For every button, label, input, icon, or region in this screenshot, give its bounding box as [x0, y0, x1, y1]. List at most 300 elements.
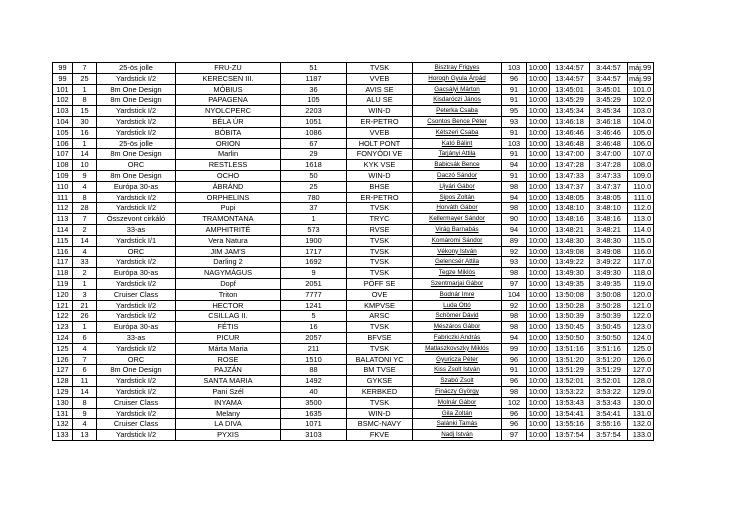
start-time-cell: 10:00 — [527, 289, 550, 300]
skipper-cell: Komáromi Sándor — [413, 235, 502, 246]
table-row — [53, 63, 654, 74]
rank-cell: 114.0 — [628, 224, 654, 235]
table-row — [53, 181, 654, 192]
start-number-cell: 2 — [73, 268, 97, 279]
boat-name-cell: FÉTIS — [176, 322, 281, 333]
boat-name-cell: NYOLCPERC — [176, 106, 281, 117]
skipper-cell: Nadj István — [413, 430, 502, 441]
table-row — [53, 419, 654, 430]
yardstick-cell: 98 — [502, 322, 527, 333]
class-cell: Yardstick I/2 — [97, 203, 176, 214]
start-time-cell: 10:00 — [527, 116, 550, 127]
sail-number-cell: 3500 — [281, 397, 347, 408]
club-cell: TVSK — [347, 268, 413, 279]
sail-number-cell: 25 — [281, 181, 347, 192]
finish-time-cell: 13:48:30 — [550, 235, 590, 246]
boat-name-cell: INYAMA — [176, 397, 281, 408]
skipper-cell: Babicsák Bence — [413, 160, 502, 171]
skipper-cell: Kiss Zsolt István — [413, 365, 502, 376]
table-row — [53, 127, 654, 138]
sail-number-cell: 1692 — [281, 257, 347, 268]
elapsed-time-cell: 3:50:39 — [590, 311, 628, 322]
skipper-cell: Gyuricza Péter — [413, 354, 502, 365]
elapsed-time-cell: 3:45:34 — [590, 106, 628, 117]
finish-time-cell: 13:44:57 — [550, 73, 590, 84]
class-cell: ORC — [97, 246, 176, 257]
yardstick-cell: 91 — [502, 170, 527, 181]
rank-cell: 122.0 — [628, 311, 654, 322]
yardstick-cell: 102 — [502, 397, 527, 408]
skipper-cell: Ujvári Gábor — [413, 181, 502, 192]
start-time-cell: 10:00 — [527, 160, 550, 171]
sail-number-cell: 211 — [281, 343, 347, 354]
table-row — [53, 430, 654, 441]
yardstick-cell: 91 — [502, 95, 527, 106]
club-cell: WIN-D — [347, 170, 413, 181]
start-time-cell: 10:00 — [527, 257, 550, 268]
start-number-cell: 1 — [73, 278, 97, 289]
skipper-cell: Bisztray Frigyes — [413, 63, 502, 74]
rank-cell: 103.0 — [628, 106, 654, 117]
start-number-cell: 26 — [73, 311, 97, 322]
start-time-cell: 10:00 — [527, 419, 550, 430]
elapsed-time-cell: 3:50:50 — [590, 332, 628, 343]
place-cell: 117 — [53, 257, 73, 268]
table-row — [53, 397, 654, 408]
elapsed-time-cell: 3:48:30 — [590, 235, 628, 246]
sail-number-cell: 37 — [281, 203, 347, 214]
class-cell: Cruiser Class — [97, 289, 176, 300]
rank-cell: 117.0 — [628, 257, 654, 268]
table-row — [53, 343, 654, 354]
skipper-cell: Gacsályi Márton — [413, 84, 502, 95]
rank-cell: 128.0 — [628, 376, 654, 387]
place-cell: 119 — [53, 278, 73, 289]
start-time-cell: 10:00 — [527, 192, 550, 203]
table-row — [53, 160, 654, 171]
start-number-cell: 8 — [73, 397, 97, 408]
skipper-cell: Luda Ottó — [413, 300, 502, 311]
class-cell: Yardstick I/2 — [97, 73, 176, 84]
boat-name-cell: RESTLESS — [176, 160, 281, 171]
start-number-cell: 30 — [73, 116, 97, 127]
elapsed-time-cell: 3:49:35 — [590, 278, 628, 289]
boat-name-cell: Triton — [176, 289, 281, 300]
rank-cell: máj.99 — [628, 73, 654, 84]
elapsed-time-cell: 3:53:22 — [590, 386, 628, 397]
class-cell: Yardstick I/2 — [97, 343, 176, 354]
elapsed-time-cell: 3:47:33 — [590, 170, 628, 181]
rank-cell: 109.0 — [628, 170, 654, 181]
rank-cell: 116.0 — [628, 246, 654, 257]
class-cell: 8m One Design — [97, 149, 176, 160]
sail-number-cell: 9 — [281, 268, 347, 279]
sail-number-cell: 67 — [281, 138, 347, 149]
finish-time-cell: 13:55:16 — [550, 419, 590, 430]
start-number-cell: 13 — [73, 430, 97, 441]
start-time-cell: 10:00 — [527, 408, 550, 419]
table-row — [53, 354, 654, 365]
elapsed-time-cell: 3:46:18 — [590, 116, 628, 127]
elapsed-time-cell: 3:50:45 — [590, 322, 628, 333]
sail-number-cell: 51 — [281, 63, 347, 74]
start-time-cell: 10:00 — [527, 376, 550, 387]
rank-cell: 118.0 — [628, 268, 654, 279]
rank-cell: 125.0 — [628, 343, 654, 354]
yardstick-cell: 93 — [502, 257, 527, 268]
table-row — [53, 73, 654, 84]
sail-number-cell: 1618 — [281, 160, 347, 171]
elapsed-time-cell: 3:48:16 — [590, 214, 628, 225]
finish-time-cell: 13:47:28 — [550, 160, 590, 171]
skipper-cell: Molnár Gábor — [413, 397, 502, 408]
yardstick-cell: 89 — [502, 235, 527, 246]
start-time-cell: 10:00 — [527, 300, 550, 311]
sail-number-cell: 2203 — [281, 106, 347, 117]
finish-time-cell: 13:47:00 — [550, 149, 590, 160]
class-cell: Yardstick I/2 — [97, 192, 176, 203]
place-cell: 105 — [53, 127, 73, 138]
table-row — [53, 203, 654, 214]
elapsed-time-cell: 3:49:22 — [590, 257, 628, 268]
club-cell: KYK VSE — [347, 160, 413, 171]
start-number-cell: 11 — [73, 376, 97, 387]
rank-cell: 130.0 — [628, 397, 654, 408]
place-cell: 121 — [53, 300, 73, 311]
rank-cell: 107.0 — [628, 149, 654, 160]
boat-name-cell: Dopf — [176, 278, 281, 289]
class-cell: 25-ös jolle — [97, 63, 176, 74]
rank-cell: 119.0 — [628, 278, 654, 289]
start-time-cell: 10:00 — [527, 311, 550, 322]
yardstick-cell: 98 — [502, 181, 527, 192]
skipper-cell: Mészáros Gábor — [413, 322, 502, 333]
skipper-cell: Peterka Csaba — [413, 106, 502, 117]
skipper-cell: Salánki Tamás — [413, 419, 502, 430]
start-time-cell: 10:00 — [527, 106, 550, 117]
club-cell: GYKSE — [347, 376, 413, 387]
sail-number-cell: 40 — [281, 386, 347, 397]
finish-time-cell: 13:50:50 — [550, 332, 590, 343]
class-cell: Yardstick I/2 — [97, 300, 176, 311]
start-time-cell: 10:00 — [527, 63, 550, 74]
skipper-cell: Vékony István — [413, 246, 502, 257]
start-time-cell: 10:00 — [527, 235, 550, 246]
club-cell: WIN-D — [347, 106, 413, 117]
start-number-cell: 1 — [73, 322, 97, 333]
place-cell: 125 — [53, 343, 73, 354]
yardstick-cell: 96 — [502, 73, 527, 84]
elapsed-time-cell: 3:48:21 — [590, 224, 628, 235]
start-number-cell: 15 — [73, 106, 97, 117]
place-cell: 102 — [53, 95, 73, 106]
start-time-cell: 10:00 — [527, 95, 550, 106]
elapsed-time-cell: 3:53:43 — [590, 397, 628, 408]
class-cell: ORC — [97, 160, 176, 171]
skipper-cell: Matlaszkovszky Miklós — [413, 343, 502, 354]
sail-number-cell: 1717 — [281, 246, 347, 257]
start-time-cell: 10:00 — [527, 278, 550, 289]
skipper-cell: Horogh Gyula Árpád — [413, 73, 502, 84]
start-number-cell: 4 — [73, 246, 97, 257]
rank-cell: 121.0 — [628, 300, 654, 311]
class-cell: 33-as — [97, 224, 176, 235]
yardstick-cell: 91 — [502, 127, 527, 138]
start-time-cell: 10:00 — [527, 214, 550, 225]
place-cell: 99 — [53, 63, 73, 74]
class-cell: Yardstick I/2 — [97, 386, 176, 397]
skipper-cell: Csontos Bence Péter — [413, 116, 502, 127]
club-cell: ARSC — [347, 311, 413, 322]
elapsed-time-cell: 3:47:00 — [590, 149, 628, 160]
elapsed-time-cell: 3:47:28 — [590, 160, 628, 171]
club-cell: TVSK — [347, 246, 413, 257]
club-cell: KMPVSE — [347, 300, 413, 311]
boat-name-cell: CSILLAG II. — [176, 311, 281, 322]
sail-number-cell: 5 — [281, 311, 347, 322]
class-cell: Cruiser Class — [97, 419, 176, 430]
club-cell: OVE — [347, 289, 413, 300]
start-number-cell: 25 — [73, 73, 97, 84]
sail-number-cell: 50 — [281, 170, 347, 181]
class-cell: Európa 30-as — [97, 268, 176, 279]
table-row — [53, 332, 654, 343]
rank-cell: 104.0 — [628, 116, 654, 127]
finish-time-cell: 13:47:33 — [550, 170, 590, 181]
finish-time-cell: 13:48:16 — [550, 214, 590, 225]
start-time-cell: 10:00 — [527, 170, 550, 181]
yardstick-cell: 94 — [502, 160, 527, 171]
start-time-cell: 10:00 — [527, 397, 550, 408]
start-number-cell: 10 — [73, 160, 97, 171]
start-time-cell: 10:00 — [527, 84, 550, 95]
club-cell: WIN-D — [347, 408, 413, 419]
yardstick-cell: 98 — [502, 268, 527, 279]
place-cell: 113 — [53, 214, 73, 225]
skipper-cell: Daczó Sándor — [413, 170, 502, 181]
finish-time-cell: 13:46:18 — [550, 116, 590, 127]
rank-cell: 101.0 — [628, 84, 654, 95]
rank-cell: 108.0 — [628, 160, 654, 171]
yardstick-cell: 97 — [502, 430, 527, 441]
elapsed-time-cell: 3:44:57 — [590, 73, 628, 84]
table-row — [53, 235, 654, 246]
skipper-cell: Schömer Dávid — [413, 311, 502, 322]
boat-name-cell: OCHO — [176, 170, 281, 181]
finish-time-cell: 13:46:46 — [550, 127, 590, 138]
sail-number-cell: 1 — [281, 214, 347, 225]
place-cell: 129 — [53, 386, 73, 397]
elapsed-time-cell: 3:46:48 — [590, 138, 628, 149]
boat-name-cell: ORION — [176, 138, 281, 149]
place-cell: 123 — [53, 322, 73, 333]
table-row — [53, 95, 654, 106]
start-time-cell: 10:00 — [527, 343, 550, 354]
finish-time-cell: 13:45:29 — [550, 95, 590, 106]
class-cell: 8m One Design — [97, 95, 176, 106]
class-cell: Cruiser Class — [97, 397, 176, 408]
yardstick-cell: 97 — [502, 278, 527, 289]
yardstick-cell: 91 — [502, 149, 527, 160]
yardstick-cell: 103 — [502, 63, 527, 74]
finish-time-cell: 13:51:29 — [550, 365, 590, 376]
elapsed-time-cell: 3:55:16 — [590, 419, 628, 430]
class-cell: ORC — [97, 354, 176, 365]
boat-name-cell: ROSE — [176, 354, 281, 365]
place-cell: 115 — [53, 235, 73, 246]
club-cell: BALATONI YC — [347, 354, 413, 365]
sail-number-cell: 105 — [281, 95, 347, 106]
start-number-cell: 6 — [73, 365, 97, 376]
start-time-cell: 10:00 — [527, 73, 550, 84]
start-time-cell: 10:00 — [527, 246, 550, 257]
elapsed-time-cell: 3:51:29 — [590, 365, 628, 376]
results-body — [53, 63, 654, 441]
start-time-cell: 10:00 — [527, 149, 550, 160]
start-number-cell: 8 — [73, 95, 97, 106]
finish-time-cell: 13:50:45 — [550, 322, 590, 333]
place-cell: 128 — [53, 376, 73, 387]
start-time-cell: 10:00 — [527, 127, 550, 138]
skipper-cell: Virág Barnabás — [413, 224, 502, 235]
sail-number-cell: 1635 — [281, 408, 347, 419]
class-cell: Összevont cirkáló — [97, 214, 176, 225]
start-number-cell: 4 — [73, 181, 97, 192]
table-row — [53, 214, 654, 225]
skipper-cell: Horváth Gábor — [413, 203, 502, 214]
start-number-cell: 4 — [73, 343, 97, 354]
yardstick-cell: 92 — [502, 300, 527, 311]
start-time-cell: 10:00 — [527, 386, 550, 397]
yardstick-cell: 98 — [502, 203, 527, 214]
start-number-cell: 9 — [73, 170, 97, 181]
place-cell: 103 — [53, 106, 73, 117]
boat-name-cell: PAJZÁN — [176, 365, 281, 376]
finish-time-cell: 13:49:35 — [550, 278, 590, 289]
sail-number-cell: 1071 — [281, 419, 347, 430]
place-cell: 110 — [53, 181, 73, 192]
sail-number-cell: 29 — [281, 149, 347, 160]
yardstick-cell: 93 — [502, 116, 527, 127]
start-number-cell: 14 — [73, 386, 97, 397]
table-row — [53, 84, 654, 95]
finish-time-cell: 13:49:30 — [550, 268, 590, 279]
skipper-cell: Bodnár Imre — [413, 289, 502, 300]
start-number-cell: 1 — [73, 138, 97, 149]
class-cell: Yardstick I/2 — [97, 257, 176, 268]
boat-name-cell: Darling 2 — [176, 257, 281, 268]
yardstick-cell: 94 — [502, 224, 527, 235]
yardstick-cell: 104 — [502, 289, 527, 300]
finish-time-cell: 13:44:57 — [550, 63, 590, 74]
start-number-cell: 28 — [73, 203, 97, 214]
table-row — [53, 386, 654, 397]
finish-time-cell: 13:50:08 — [550, 289, 590, 300]
sail-number-cell: 1241 — [281, 300, 347, 311]
start-number-cell: 7 — [73, 214, 97, 225]
finish-time-cell: 13:48:21 — [550, 224, 590, 235]
place-cell: 126 — [53, 354, 73, 365]
boat-name-cell: JIM JAM'S — [176, 246, 281, 257]
boat-name-cell: NAGYMÁGUS — [176, 268, 281, 279]
place-cell: 111 — [53, 192, 73, 203]
rank-cell: 113.0 — [628, 214, 654, 225]
boat-name-cell: BÓBITA — [176, 127, 281, 138]
rank-cell: 133.0 — [628, 430, 654, 441]
finish-time-cell: 13:50:28 — [550, 300, 590, 311]
rank-cell: 105.0 — [628, 127, 654, 138]
boat-name-cell: PAPAGENA — [176, 95, 281, 106]
start-number-cell: 7 — [73, 354, 97, 365]
boat-name-cell: SANTA MARIA — [176, 376, 281, 387]
skipper-cell: Kétszeri Csaba — [413, 127, 502, 138]
table-row — [53, 322, 654, 333]
sail-number-cell: 1187 — [281, 73, 347, 84]
start-time-cell: 10:00 — [527, 203, 550, 214]
start-number-cell: 7 — [73, 63, 97, 74]
elapsed-time-cell: 3:57:54 — [590, 430, 628, 441]
club-cell: RVSE — [347, 224, 413, 235]
club-cell: FONYÓDI VE — [347, 149, 413, 160]
place-cell: 112 — [53, 203, 73, 214]
start-number-cell: 33 — [73, 257, 97, 268]
place-cell: 104 — [53, 116, 73, 127]
place-cell: 99 — [53, 73, 73, 84]
rank-cell: máj.99 — [628, 63, 654, 74]
start-number-cell: 4 — [73, 419, 97, 430]
skipper-cell: Sipos Zoltán — [413, 192, 502, 203]
elapsed-time-cell: 3:52:01 — [590, 376, 628, 387]
club-cell: TRYC — [347, 214, 413, 225]
table-row — [53, 300, 654, 311]
rank-cell: 126.0 — [628, 354, 654, 365]
rank-cell: 132.0 — [628, 419, 654, 430]
skipper-cell: Fináczy György — [413, 386, 502, 397]
place-cell: 107 — [53, 149, 73, 160]
start-time-cell: 10:00 — [527, 268, 550, 279]
elapsed-time-cell: 3:49:08 — [590, 246, 628, 257]
start-number-cell: 9 — [73, 408, 97, 419]
start-time-cell: 10:00 — [527, 181, 550, 192]
place-cell: 120 — [53, 289, 73, 300]
start-number-cell: 2 — [73, 224, 97, 235]
place-cell: 101 — [53, 84, 73, 95]
club-cell: KERBKED — [347, 386, 413, 397]
table-row — [53, 268, 654, 279]
rank-cell: 131.0 — [628, 408, 654, 419]
elapsed-time-cell: 3:50:08 — [590, 289, 628, 300]
finish-time-cell: 13:50:39 — [550, 311, 590, 322]
skipper-cell: Szabó Zsolt — [413, 376, 502, 387]
yardstick-cell: 99 — [502, 343, 527, 354]
boat-name-cell: Márta Maria — [176, 343, 281, 354]
start-time-cell: 10:00 — [527, 430, 550, 441]
boat-name-cell: MÓBIUS — [176, 84, 281, 95]
club-cell: TVSK — [347, 235, 413, 246]
skipper-cell: Tarjányi Attila — [413, 149, 502, 160]
skipper-cell: Szentmarjai Gábor — [413, 278, 502, 289]
club-cell: BSMC-NAVY — [347, 419, 413, 430]
place-cell: 124 — [53, 332, 73, 343]
table-row — [53, 116, 654, 127]
finish-time-cell: 13:49:22 — [550, 257, 590, 268]
finish-time-cell: 13:52:01 — [550, 376, 590, 387]
start-number-cell: 14 — [73, 235, 97, 246]
class-cell: 8m One Design — [97, 365, 176, 376]
sail-number-cell: 1492 — [281, 376, 347, 387]
yardstick-cell: 96 — [502, 354, 527, 365]
class-cell: Yardstick I/2 — [97, 408, 176, 419]
